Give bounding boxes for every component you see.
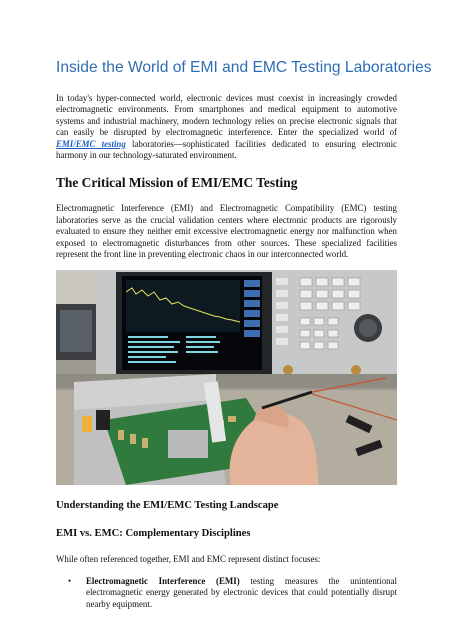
intro-paragraph: [56, 93, 397, 161]
bullet-marker: •: [68, 575, 72, 586]
lab-testing-photo: [56, 270, 397, 485]
subheading-emi-vs-emc: EMI vs. EMC: Complementary Disciplines: [56, 528, 251, 540]
intro-text-end: laboratories—sophisticated facilities dedicated to ensuring electronic harmony in our technology-saturated environment.: [56, 138, 397, 161]
critical-mission-paragraph: Electromagnetic Interference (EMI) and Electromagnetic Compatibility (EMC) testing laboratories serve as the crucial validation centers where electronic products are rigorously evaluated to ensure they neither emit excessive electromagnetic energy nor malfunction when exposed to electromagnetic disturbances from other sources. These specialized facilities represent the front line in preventing electronic chaos in our interconnected world.: [56, 203, 397, 260]
section-heading-critical-mission: The Critical Mission of EMI/EMC Testing: [56, 175, 298, 191]
emi-emc-bullet-list: [56, 576, 397, 610]
emi-emc-testing-link[interactable]: EMI/EMC testing: [56, 138, 126, 149]
list-item: [68, 575, 397, 610]
emi-emc-intro-paragraph: While often referenced together, EMI and EMC represent distinct focuses:: [56, 554, 321, 565]
section-heading-landscape: Understanding the EMI/EMC Testing Landscape: [56, 500, 279, 512]
bullet-term: Electromagnetic Interference (EMI): [86, 575, 240, 586]
intro-text-start: In today's hyper-connected world, electronic devices must coexist in increasingly crowded electromagnetic environments. From smartphones and medical equipment to automotive systems and industrial machinery, modern technology relies on precise electronic signals that can easily be disrupted by electromagnetic interference. Enter the specialized world of: [56, 93, 397, 138]
document-title: Inside the World of EMI and EMC Testing Laboratories: [56, 59, 432, 76]
bullet-text: testing measures the unintentional electromagnetic energy generated by electronic devices that could potentially disrupt nearby equipment.: [86, 575, 397, 609]
